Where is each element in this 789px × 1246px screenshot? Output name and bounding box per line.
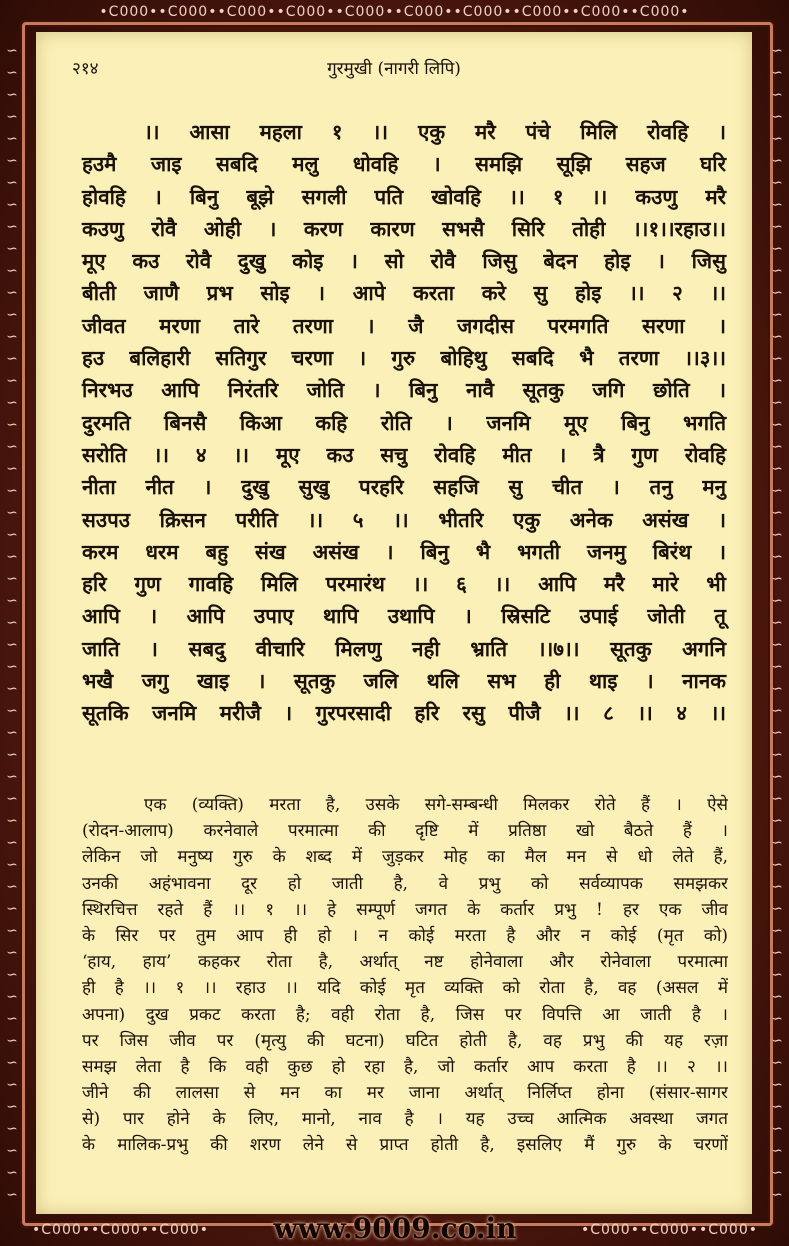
translation-line: जीने की लालसा से मन का मर जाना अर्थात् निर्लिप्त होना (संसार-सागर	[82, 1083, 728, 1104]
translation-line: उनकी अहंभावना दूर हो जाती है, वे प्रभु को सर्वव्यापक समझकर	[82, 873, 728, 894]
translation-line: ही है ।। १ ।। रहाउ ।। यदि कोई मृत व्यक्ति को रोता है, वह (असल में	[82, 978, 728, 999]
gurbani-line: निरभउ आपि निरंतरि जोति । बिनु नावै सूतकु जगि छोति ।	[82, 378, 726, 403]
gurbani-line: हउमै जाइ सबदि मलु धोवहि । समझि सूझि सहज घरि	[82, 152, 726, 177]
translation-line: के सिर पर तुम आप ही हो । न कोई मरता है और न कोई (मृत को)	[82, 925, 728, 946]
gurbani-line: करम धरम बहु संख असंख । बिनु भै भगती जनमु बिरंथ ।	[82, 539, 726, 564]
translation-line: (रोदन-आलाप) करनेवाले परमात्मा की दृष्टि में प्रतिष्ठा खो बैठते हैं ।	[82, 821, 728, 842]
gurbani-line: हउ बलिहारी सतिगुर चरणा । गुरु बोहिथु सबदि भै तरणा ।।३।।	[82, 346, 726, 371]
ornament-bottom-right: •C000••C000••C000•	[580, 1222, 758, 1238]
gurbani-line: आपि । आपि उपाए थापि उथापि । स्रिसटि उपाई जोती तू	[82, 604, 726, 629]
page-number: २१४	[72, 59, 99, 79]
gurbani-line: कउणु रोवै ओही । करण कारण सभसै सिरि तोही ।।१।।रहाउ।।	[82, 216, 726, 241]
gurbani-line: मूए कउ रोवै दुखु कोइ । सो रोवै जिसु बेदन होइ । जिसु	[82, 249, 726, 274]
gurbani-line: सूतकि जनमि मरीजै । गुरपरसादी हरि रसु पीजै ।। ८ ।। ४ ।।	[82, 701, 726, 726]
translation-line: स्थिरचित्त रहते हैं ।। १ ।। हे सम्पूर्ण जगत के कर्तार प्रभु ! हर एक जीव	[82, 899, 728, 920]
page-title: गुरमुखी (नागरी लिपि)	[327, 59, 461, 79]
gurbani-line: बीती जाणै प्रभ सोइ । आपे करता करे सु होइ ।। २ ।।	[82, 281, 726, 306]
gurbani-line: भखै जगु खाइ । सूतकु जलि थलि सभ ही थाइ । नानक	[82, 669, 726, 694]
website-url[interactable]: www.9009.co.in	[273, 1212, 517, 1245]
translation-line: लेकिन जो मनुष्य गुरु के शब्द में जुड़कर मोह का मैल मन से धो लेते हैं,	[82, 847, 728, 868]
translation-line: से) पार होने के लिए, मानो, नाव है । यह उच्च आत्मिक अवस्था जगत	[82, 1109, 728, 1130]
hindi-translation-block	[82, 792, 728, 1159]
gurbani-line: होवहि । बिनु बूझे सगली पति खोवहि ।। १ ।। कउणु मरै	[82, 184, 726, 209]
translation-line: ‘हाय, हाय’ कहकर रोता है, अर्थात् नष्ट होनेवाला और रोनेवाला परमात्मा	[82, 952, 728, 973]
gurbani-line: जीवत मरणा तारे तरणा । जै जगदीस परमगति सरणा ।	[82, 313, 726, 338]
gurbani-line: सरोति ।। ४ ।। मूए कउ सचु रोवहि मीत । त्रै गुण रोवहि	[82, 442, 726, 467]
translation-line: पर जिस जीव पर (मृत्यु की घटना) घटित होती है, वह प्रभु की यह रज़ा	[82, 1030, 728, 1051]
gurbani-line: जाति । सबदु वीचारि मिलणु नही भ्राति ।।७।। सूतकु अगनि	[82, 636, 726, 661]
gurbani-line: नीता नीत । दुखु सुखु परहरि सहजि सु चीत । तनु मनु	[82, 475, 726, 500]
ornament-bottom-left: •C000••C000••C000•	[32, 1222, 210, 1238]
gurbani-line: ।। आसा महला १ ।। एकु मरै पंचे मिलि रोवहि ।	[144, 120, 726, 144]
gurbani-line: हरि गुण गावहि मिलि परमारंथ ।। ६ ।। आपि मरै मारे भी	[82, 572, 726, 597]
gurbani-line: दुरमति बिनसै किआ कहि रोति । जनमि मूए बिनु भगति	[82, 410, 726, 435]
ornament-left-border: ∽ ∽ ∽ ∽ ∽ ∽ ∽ ∽ ∽ ∽ ∽ ∽ ∽ ∽ ∽ ∽ ∽ ∽ ∽ ∽ ∽ ∽ ∽ ∽ ∽ ∽ ∽ ∽ ∽ ∽ ∽ ∽ ∽ ∽ ∽ ∽ ∽ ∽ ∽ ∽ ∽ ∽ ∽ ∽ ∽ ∽ ∽ ∽ ∽ ∽ ∽ ∽ ∽	[6, 43, 18, 1203]
translation-line: के मालिक-प्रभु की शरण लेने से प्राप्त होती है, इसलिए मैं गुरु के चरणों	[82, 1135, 728, 1156]
translation-line: समझ लेता है कि वही कुछ हो रहा है, जो कर्तार आप करता है ।। २ ।।	[82, 1056, 728, 1077]
scripture-page	[36, 32, 752, 1214]
page-header	[36, 56, 752, 82]
translation-line: अपना) दुख प्रकट करता है; वही रोता है, जिस पर विपत्ति आ जाती है ।	[82, 1004, 728, 1025]
ornament-right-border: ∽ ∽ ∽ ∽ ∽ ∽ ∽ ∽ ∽ ∽ ∽ ∽ ∽ ∽ ∽ ∽ ∽ ∽ ∽ ∽ ∽ ∽ ∽ ∽ ∽ ∽ ∽ ∽ ∽ ∽ ∽ ∽ ∽ ∽ ∽ ∽ ∽ ∽ ∽ ∽ ∽ ∽ ∽ ∽ ∽ ∽ ∽ ∽ ∽ ∽ ∽ ∽ ∽	[771, 43, 783, 1203]
ornament-top-border: •C000••C000••C000••C000••C000••C000••C000••C000••C000••C000•	[99, 4, 690, 20]
gurbani-line: सउपउ क्रिसन परीति ।। ५ ।। भीतरि एकु अनेक असंख ।	[82, 507, 726, 532]
gurbani-verse-block	[82, 116, 726, 730]
translation-line: एक (व्यक्ति) मरता है, उसके सगे-सम्बन्धी मिलकर रोते हैं । ऐसे	[144, 795, 728, 815]
